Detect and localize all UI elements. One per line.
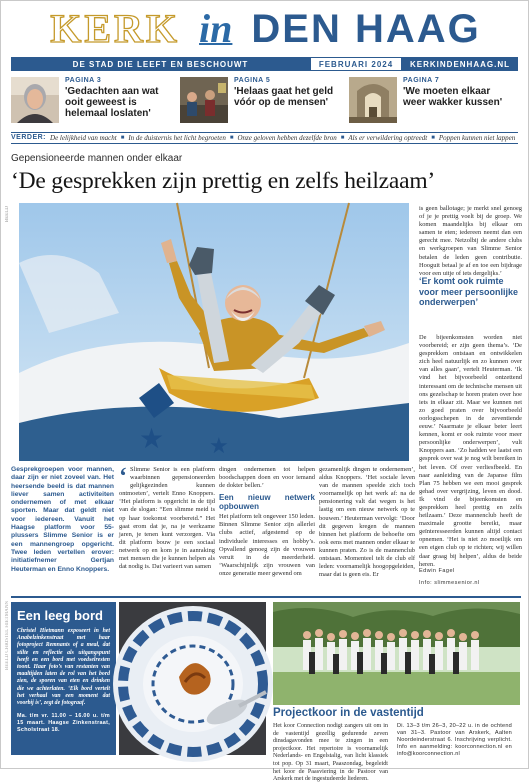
article-subhead: ‘Er komt ook ruimte voor meer persoonlijke onderwerpen’ xyxy=(419,276,519,307)
article-info: Info: slimmesenior.nl xyxy=(419,580,480,586)
leeg-bord-info: Ma. t/m vr. 11.00 – 16.00 u. t/m 15 maart. Haagse Zinkenstraat, Scholstraat 18. xyxy=(17,713,110,734)
leeg-bord-body: Christel Hietmann exposeert in het Anabelzinkenstraat met haar fotoproject Remnants of a meal, dat stilte en reflectie als uitgangspunt heeft en een bord met voedselresten toont. Haar foto’s van restanten van maaltijden laten de rol van het bord zien, de sporen van eten en drinken die we achterlaten. ‘Elk bord vertelt het verhaal van een moment dat voorbij is’, zegt de fotograaf. xyxy=(17,628,110,707)
dropcap: ‘ xyxy=(119,464,127,490)
teaser-quote: 'We moeten elkaar weer wakker kussen' xyxy=(403,86,503,108)
choir-body: Het koor Connection nodigt zangers uit om in de vastentijd gezellig gedurende zeven dinsdagavonden mee te zingen in een projectkoor. Het repertoire is voornamelijk Nederlands- en Engelstalig, van licht klassiek tot pop. Op 31 maart, Paaszondag, begeleidt het koor de Paasviering in de Pastoor van Arskerk met de ingestudeerde liederen. xyxy=(273,723,388,783)
article-col-4: gezamenlijk dingen te ondernemen’, aldus Knoppers. ‘Het sociale leven van de mannen speelde zich toch voornamelijk op het werk af: na de pensionering valt dat wegen is het lastig om een nieuw netwerk op te bouwen.’ Heuterman vervolgt: ‘Door dit gegeven kregen de mannen binnen het platform de behoefte om ook eens met mannen onder elkaar te kunnen praten. Zo is de mannenclub ontstaan. Momenteel telt de club elf leden: voornamelijk hoogopgeleiden, maar dat is geen eis. Er xyxy=(319,466,415,579)
teaser-quote: 'Gedachten aan wat ooit geweest is helemaal loslaten' xyxy=(65,86,159,119)
masthead-kerk: KERK xyxy=(50,6,181,51)
article-headline: ‘De gesprekken zijn prettig en zelfs heilzaam’ xyxy=(11,168,436,194)
issue-date: FEBRUARI 2024 xyxy=(310,57,402,71)
masthead xyxy=(7,5,524,55)
teaser-page-7[interactable] xyxy=(349,77,518,127)
verder-item[interactable]: Als er verwildering optreedt xyxy=(348,134,428,142)
masthead-den-haag: DEN HAAG xyxy=(251,7,481,51)
teaser-page-3[interactable] xyxy=(11,77,180,127)
tagline: DE STAD DIE LEEFT EN BESCHOUWT xyxy=(11,57,310,71)
teaser-page-label: PAGINA 5 xyxy=(234,77,271,84)
leeg-bord-photo xyxy=(119,602,266,755)
article-col-3-top: dingen ondernemen tot helpen boodschappen doen en voor iemand de dokter bellen.’ xyxy=(219,466,315,490)
masthead-strap xyxy=(11,57,518,71)
article-author: Edwin Fagel xyxy=(419,568,455,574)
verder-item[interactable]: Onze geloven hebben dezelfde bron xyxy=(237,134,337,142)
bullet-icon: ■ xyxy=(120,135,125,141)
masthead-title xyxy=(7,7,524,51)
website-link[interactable]: KERKINDENHAAG.NL xyxy=(402,57,518,71)
teaser-page-5[interactable] xyxy=(180,77,349,127)
verder-bar xyxy=(11,132,518,144)
hero-photo-swing xyxy=(19,203,409,461)
teaser-row xyxy=(11,77,518,127)
svg-text:★: ★ xyxy=(139,424,165,455)
teaser-quote: 'Helaas gaat het geld vóór op de mensen' xyxy=(234,86,334,108)
teaser-page-label: PAGINA 7 xyxy=(403,77,440,84)
article-right-body: De bijeenkomsten worden niet voorbereid; er zijn geen thema’s. ‘De gesprekken ontstaan en ontwikkelen zich heel natuurlijk en zo kunnen over van alles gaan’, vertelt Heuterman. ‘Ik vind het bijvoorbeeld ontzettend interessant om de technische mensen uit ons gezelschap te horen praten over hoe iets in elkaar zit. Maar we kunnen net zo goed praten over bijvoorbeeld oorlogsschepen in de zeventiende eeuw.’ Naarmate je elkaar beter leert kennen, komt er ook ruimte voor meer persoonlijke onderwerpen’, vult Knoppers aan. ‘Zo hadden we laatst een gesprek over wat je nog wilt bereiken in het leven. Of over verliesfbeeld. En naar aanleiding van de Japanse film Plan 75 hebben we een mooi gesprek gehad over vergrijzing, leven en dood. Ik vind de bijeenkomsten en gesprekken heel prettig en zelfs heilzaam.’ Deze mannenclub heeft de maximale grootte bereikt, maar geïnteresseerden kunnen altijd contact opnemen. ‘Het is niet zo moeilijk om een eigen club op te richten; wij willen daar graag bij helpen’, aldus de beide heren. xyxy=(419,334,522,568)
article-col-2 xyxy=(119,466,215,571)
section-divider xyxy=(11,596,521,598)
plate-photo-credit: BEELD CHRISTEL HIETMANN xyxy=(5,601,10,670)
photo-credit: BEELD xyxy=(5,206,10,223)
choir-photo xyxy=(273,602,520,705)
article-col-3-body: Het platform telt ongeveer 150 leden. Binnen Slimme Senior zijn allerlei clubs actief, afgestemd op de individuele interesses en hobby’s. Opvallend genoeg zijn de vrouwen veruit in de meerderheid. ‘Waarschijnlijk zijn vrouwen van onze generatie meer gewend om xyxy=(219,513,315,577)
article-col-3 xyxy=(219,466,315,578)
choir-info: Di. 13–3 t/m 26–3, 20–22 u. in de ochtend van 31–3. Pastoor van Arskerk, Aalten Noordeinderstraat 6. Inschrijving verplicht. Info en aanmelding: koorconnection.nl en info@koorconnection.nl xyxy=(397,723,512,757)
verder-item[interactable]: Poppen kunnen niet lappen xyxy=(438,134,516,142)
article-col-2-text: Slimme Senior is een platform waarbinnen gepensioneerden gelijkgezinden kunnen ontmoeten’, vertelt Enno Knoppers. ‘Het platform is opgericht in de tijd van de slogan: “Een slimme meid is op haar toekomst voorbereid.” Het gaat erom dat je, na je werkzame jaren, je tenen kunt verzorgen. Via dit platform bouw je een sociaal netwerk op en kom je in aanraking met mensen die je kunnen helpen als dat nodig is. Dat varieert van samen xyxy=(119,466,215,571)
article-col-3-heading: Een nieuw netwerk opbouwen xyxy=(219,493,315,512)
bullet-icon: ■ xyxy=(431,135,435,141)
masthead-in: in xyxy=(199,6,233,51)
leeg-bord-box xyxy=(11,602,116,755)
article-right-top: is geen ballotage; je merkt snel genoeg of je je prettig voelt bij de groep. We komen maandelijks bij elkaar om samen te eten; iedereen neemt dan een gerecht mee. Netzolbij de andere clubs en werkgroepen van Slimme Senior betalen de leden geen contributie. Hooguit betaal je af en toe een bijdrage voor een uitje of iets dergelijks.’ xyxy=(419,205,522,277)
bullet-icon: ■ xyxy=(229,135,234,141)
teaser-page-label: PAGINA 3 xyxy=(65,77,102,84)
teaser-photo-meeting xyxy=(180,77,228,123)
article-kicker: Gepensioneerde mannen onder elkaar xyxy=(11,153,183,164)
leeg-bord-title: Een leeg bord xyxy=(17,608,103,623)
bullet-icon: ■ xyxy=(340,135,345,141)
choir-title: Projectkoor in de vastentijd xyxy=(273,707,424,719)
teaser-photo-woman xyxy=(11,77,59,123)
verder-item[interactable]: De lelijkheid van macht xyxy=(50,134,117,142)
teaser-photo-church xyxy=(349,77,397,123)
verder-label: VERDER: xyxy=(11,134,47,141)
svg-text:★: ★ xyxy=(209,433,229,458)
verder-item[interactable]: In de duisternis het licht begroeten xyxy=(128,134,226,142)
article-lead: Gesprekgroepen voor mannen, daar zijn er niet zoveel van. Het heersende beeld is dat mannen liever samen activiteiten ondernemen of met elkaar sporten. Maar dat geldt niet voor iedereen. Vanuit het Haagse platform voor 55-plussers Slimme Senior is er een mannengroep opgericht. Twee leden vertellen erover: initiatiefnemer Gertjan Heuterman en Enno Knoppers. xyxy=(11,466,114,573)
